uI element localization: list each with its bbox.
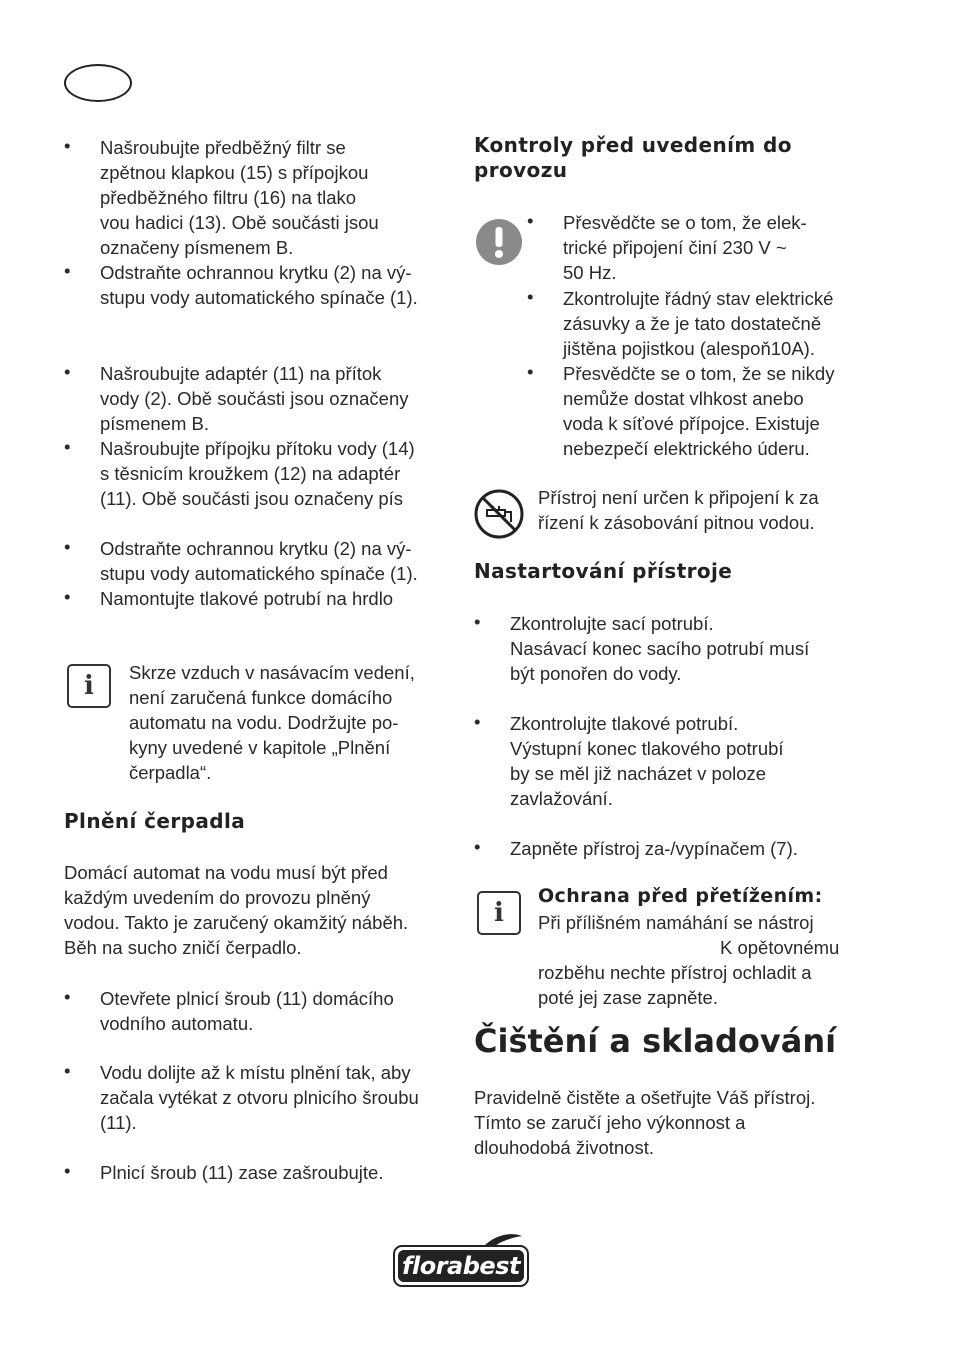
no-drinking-water-note: Přístroj není určen k připojení k za řízení k zásobování pitnou vodou.: [538, 487, 819, 533]
florabest-logo-text: florabest: [402, 1252, 520, 1280]
list-item-text: Zkontrolujte sací potrubí. Nasávací konec sacího potrubí musí být ponořen do vody.: [510, 613, 810, 684]
list-item-text: Odstraňte ochrannou krytku (2) na vý- stupu vody automatického spínače (1).: [100, 262, 418, 308]
bullet-dot: •: [64, 260, 71, 281]
bullet-dot: •: [474, 836, 481, 857]
bullet-dot: •: [64, 1160, 71, 1181]
list-item-text: Odstraňte ochrannou krytku (2) na vý- stupu vody automatického spínače (1).: [100, 538, 418, 584]
overload-title: Ochrana před přetížením:: [538, 885, 823, 907]
bullet-dot: •: [474, 711, 481, 732]
bullet-dot: •: [64, 436, 71, 457]
section-heading-cleaning: Čištění a skladování: [474, 1022, 837, 1060]
bullet-dot: •: [64, 361, 71, 382]
cleaning-paragraph: Pravidelně čistěte a ošetřujte Váš přístroj. Tímto se zaručí jeho výkonnost a dlouhodobá životnost.: [474, 1087, 816, 1158]
section-heading-checks: Kontroly před uvedením do provozu: [474, 133, 792, 182]
list-item-text: Přesvědčte se o tom, že elek- trické připojení činí 230 V ~ 50 Hz.: [563, 212, 807, 283]
overload-text-line: Při přílišném namáhání se nástroj: [538, 912, 814, 933]
section-heading-startup: Nastartování přístroje: [474, 559, 733, 583]
no-drinking-water-connection-icon: [473, 488, 525, 540]
filling-paragraph: Domácí automat na vodu musí být před každým uvedením do provozu plněný vodou. Takto je zaručený okamžitý náběh. Běh na sucho zničí čerpadlo.: [64, 862, 409, 958]
overload-text-line: K opětovnému: [720, 937, 840, 958]
bullet-dot: •: [527, 361, 534, 382]
list-item-text: Zkontrolujte řádný stav elektrické zásuvky a že je tato dostatečně jištěna pojistkou (alespoň10A).: [563, 288, 834, 359]
list-item-text: Plnicí šroub (11) zase zašroubujte.: [100, 1162, 384, 1183]
list-item-text: Přesvědčte se o tom, že se nikdy nemůže dostat vlhkost anebo voda k síťové přípojce. Existuje nebezpečí elektrického úderu.: [563, 363, 835, 459]
info-note-text: Skrze vzduch v nasávacím vedení, není zaručená funkce domácího automatu na vodu. Dodržujte po- kyny uvedené v kapitole „Plnění čerpadla“.: [129, 662, 415, 783]
list-item-text: Vodu dolijte až k místu plnění tak, aby začala vytékat z otvoru plnicího šroubu (11).: [100, 1062, 419, 1133]
info-icon-glyph: i: [494, 898, 504, 928]
section-heading-filling: Plnění čerpadla: [64, 809, 246, 833]
bullet-dot: •: [474, 611, 481, 632]
list-item-text: Našroubujte přípojku přítoku vody (14) s těsnicím kroužkem (12) na adaptér (11). Obě součásti jsou označeny pís: [100, 438, 415, 509]
language-badge-oval: [64, 64, 132, 102]
info-icon: [67, 664, 111, 708]
overload-text-line: rozběhu nechte přístroj ochladit a poté jej zase zapněte.: [538, 962, 812, 1008]
bullet-dot: •: [527, 286, 534, 307]
list-item-text: Zkontrolujte tlakové potrubí. Výstupní konec tlakového potrubí by se měl již nacházet v poloze zavlažování.: [510, 713, 784, 809]
info-icon: [477, 891, 521, 935]
list-item-text: Otevřete plnicí šroub (11) domácího vodního automatu.: [100, 988, 394, 1034]
list-item-text: Zapněte přístroj za-/vypínačem (7).: [510, 838, 798, 859]
bullet-dot: •: [64, 586, 71, 607]
bullet-dot: •: [64, 1060, 71, 1081]
list-item-text: Namontujte tlakové potrubí na hrdlo: [100, 588, 394, 609]
bullet-dot: •: [64, 536, 71, 557]
warning-exclamation-icon: [475, 218, 523, 266]
info-icon-glyph: i: [84, 671, 94, 701]
bullet-dot: •: [64, 135, 71, 156]
bullet-dot: •: [527, 210, 534, 231]
list-item-text: Našroubujte předběžný filtr se zpětnou klapkou (15) s přípojkou předběžného filtru (16) na tlako vou hadici (13). Obě součásti jsou označeny písmenem B.: [100, 137, 379, 258]
list-item-text: Našroubujte adaptér (11) na přítok vody (2). Obě součásti jsou označeny písmenem B.: [100, 363, 409, 434]
bullet-dot: •: [64, 986, 71, 1007]
